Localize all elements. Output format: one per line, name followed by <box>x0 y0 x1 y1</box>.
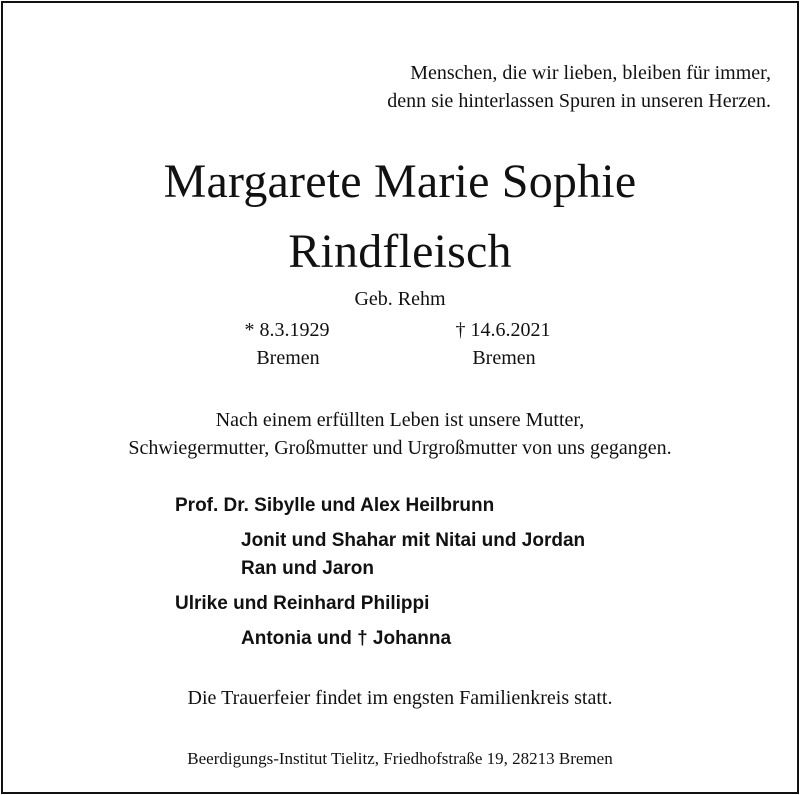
death-place: Bremen <box>472 347 536 369</box>
deceased-name-line-1: Margarete Marie Sophie <box>163 155 637 208</box>
death-date: † 14.6.2021 <box>455 319 551 341</box>
family-member-2: Jonit und Shahar mit Nitai und Jordan <box>241 530 586 551</box>
notice-border <box>1 1 799 794</box>
motto-line-1: Menschen, die wir lieben, bleiben für immer, <box>410 62 771 84</box>
maiden-name: Geb. Rehm <box>354 288 446 310</box>
funeral-note: Die Trauerfeier findet im engsten Familienkreis statt. <box>187 687 613 709</box>
deceased-name-line-2: Rindfleisch <box>288 225 512 278</box>
undertaker-info: Beerdigungs-Institut Tielitz, Friedhofstraße 19, 28213 Bremen <box>187 749 613 768</box>
announcement-line-2: Schwiegermutter, Großmutter und Urgroßmutter von uns gegangen. <box>128 437 672 459</box>
family-member-4: Ulrike und Reinhard Philippi <box>175 593 430 614</box>
announcement-line-1: Nach einem erfüllten Leben ist unsere Mutter, <box>215 409 585 431</box>
birth-place: Bremen <box>256 347 320 369</box>
birth-date: * 8.3.1929 <box>244 319 330 341</box>
motto-line-2: denn sie hinterlassen Spuren in unseren Herzen. <box>387 90 771 112</box>
family-member-3: Ran und Jaron <box>241 558 375 579</box>
family-member-1: Prof. Dr. Sibylle und Alex Heilbrunn <box>175 495 495 516</box>
family-member-5: Antonia und † Johanna <box>241 628 452 649</box>
